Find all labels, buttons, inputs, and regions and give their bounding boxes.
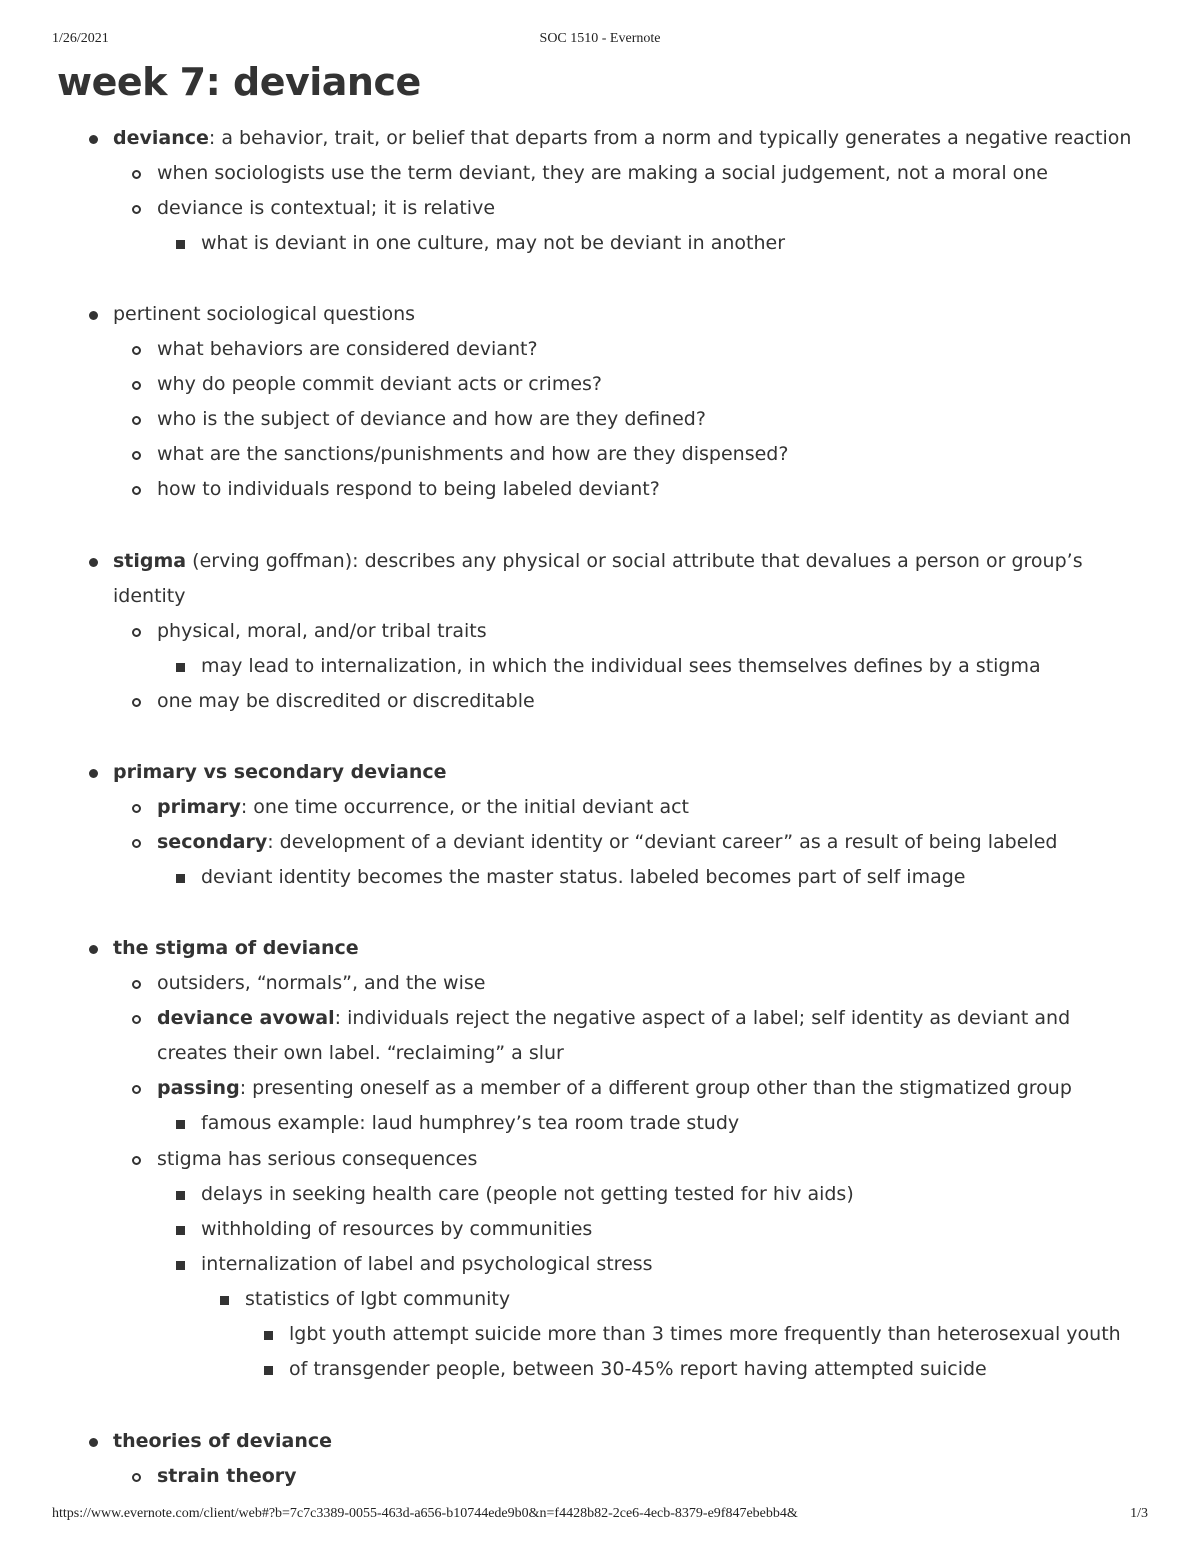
list-item [113,1424,332,1459]
list-item-text: famous example: laud humphrey’s tea room trade study [201,1112,740,1134]
square-bullet-icon [176,240,185,249]
list-item-text: : presenting oneself as a member of a different group other than the stigmatized group [239,1077,1072,1099]
list-item-text: what is deviant in one culture, may not be deviant in another [201,232,786,254]
list-item-text: identity [113,585,186,607]
note-title: week 7: deviance [57,60,421,104]
list-item-text: why do people commit deviant acts or crimes? [157,373,603,395]
list-item-text: : one time occurrence, or the initial deviant act [240,796,690,818]
list-item-text: one may be discredited or discreditable [157,690,535,712]
list-item-text: of transgender people, between 30-45% report having attempted suicide [289,1358,987,1380]
list-item [157,1142,477,1177]
list-item [157,1071,1072,1106]
list-item-text: statistics of lgbt community [245,1288,511,1310]
list-item [157,684,535,719]
list-item [157,156,1048,191]
list-item-text: may lead to internalization, in which the individual sees themselves defines by a stigma [201,655,1041,677]
square-bullet-icon [220,1296,229,1305]
print-page-title: SOC 1510 - Evernote [539,31,661,46]
list-item [201,1247,653,1282]
hollow-bullet-icon [132,698,141,707]
list-item-text: creates their own label. “reclaiming” a slur [157,1042,564,1064]
list-item-text: internalization of label and psychological stress [201,1253,653,1275]
list-item [201,860,966,895]
term: primary [157,796,241,818]
filled-bullet-icon [89,945,98,954]
list-item [157,825,1057,860]
hollow-bullet-icon [132,381,141,390]
list-item [157,191,495,226]
list-item-text: what behaviors are considered deviant? [157,338,538,360]
square-bullet-icon [176,1261,185,1270]
print-date: 1/26/2021 [52,31,109,46]
list-item [289,1317,1121,1352]
list-item [157,402,706,437]
list-item [113,297,415,332]
list-item [157,332,538,367]
list-item [113,931,359,966]
hollow-bullet-icon [132,346,141,355]
list-item [157,966,485,1001]
list-item-text: pertinent sociological questions [113,303,416,325]
hollow-bullet-icon [132,980,141,989]
list-item-text: withholding of resources by communities [201,1218,593,1240]
list-item-continuation [157,1036,564,1071]
list-item [157,1001,1070,1036]
hollow-bullet-icon [132,205,141,214]
filled-bullet-icon [89,135,98,144]
list-item [201,649,1041,684]
list-item-text: stigma has serious consequences [157,1148,478,1170]
term: theories of deviance [113,1430,333,1452]
term: strain theory [157,1465,297,1487]
term: passing [157,1077,240,1099]
list-item-text: outsiders, “normals”, and the wise [157,972,486,994]
list-item [113,544,1083,579]
square-bullet-icon [176,1226,185,1235]
list-item [201,1106,739,1141]
filled-bullet-icon [89,769,98,778]
list-item-text: : development of a deviant identity or “deviant career” as a result of being labeled [267,831,1058,853]
term: primary vs secondary deviance [113,761,447,783]
list-item [157,1459,297,1494]
hollow-bullet-icon [132,1156,141,1165]
list-item-continuation [113,579,186,614]
hollow-bullet-icon [132,804,141,813]
square-bullet-icon [176,1191,185,1200]
list-item [201,226,785,261]
list-item [157,790,689,825]
filled-bullet-icon [89,558,98,567]
term: the stigma of deviance [113,937,359,959]
hollow-bullet-icon [132,1085,141,1094]
hollow-bullet-icon [132,486,141,495]
filled-bullet-icon [89,1438,98,1447]
square-bullet-icon [264,1366,273,1375]
term: deviance avowal [157,1007,335,1029]
list-item-text: : individuals reject the negative aspect of a label; self identity as deviant and [334,1007,1071,1029]
list-item [157,367,602,402]
hollow-bullet-icon [132,839,141,848]
square-bullet-icon [176,663,185,672]
hollow-bullet-icon [132,1015,141,1024]
list-item-text: who is the subject of deviance and how are they defined? [157,408,706,430]
list-item-text: deviant identity becomes the master status. labeled becomes part of self image [201,866,966,888]
hollow-bullet-icon [132,451,141,460]
list-item [157,472,660,507]
print-url: https://www.evernote.com/client/web#?b=7c7c3389-0055-463d-a656-b10744ede9b0&n=f4428b82-2ce6-4ecb-8379-e9f847ebebb4& [52,1506,798,1521]
list-item-text: what are the sanctions/punishments and how are they dispensed? [157,443,789,465]
filled-bullet-icon [89,311,98,320]
list-item-text: (erving goffman): describes any physical or social attribute that devalues a person or group’s [186,550,1083,572]
list-item-text: when sociologists use the term deviant, they are making a social judgement, not a moral one [157,162,1048,184]
hollow-bullet-icon [132,1473,141,1482]
list-item [157,437,788,472]
square-bullet-icon [176,1120,185,1129]
list-item-text: delays in seeking health care (people not getting tested for hiv aids) [201,1183,854,1205]
square-bullet-icon [264,1331,273,1340]
square-bullet-icon [176,874,185,883]
list-item [289,1352,987,1387]
list-item-text: how to individuals respond to being labeled deviant? [157,478,660,500]
list-item [113,121,1131,156]
list-item-text: lgbt youth attempt suicide more than 3 times more frequently than heterosexual youth [289,1323,1121,1345]
hollow-bullet-icon [132,416,141,425]
list-item-text: : a behavior, trait, or belief that departs from a norm and typically generates a negative reaction [208,127,1132,149]
list-item [157,614,487,649]
list-item [201,1177,854,1212]
term: deviance [113,127,209,149]
page-number: 1/3 [1130,1506,1148,1521]
list-item [245,1282,510,1317]
list-item-text: deviance is contextual; it is relative [157,197,496,219]
term: secondary [157,831,268,853]
hollow-bullet-icon [132,628,141,637]
term: stigma [113,550,187,572]
list-item [113,755,447,790]
list-item-text: physical, moral, and/or tribal traits [157,620,487,642]
list-item [201,1212,592,1247]
hollow-bullet-icon [132,170,141,179]
